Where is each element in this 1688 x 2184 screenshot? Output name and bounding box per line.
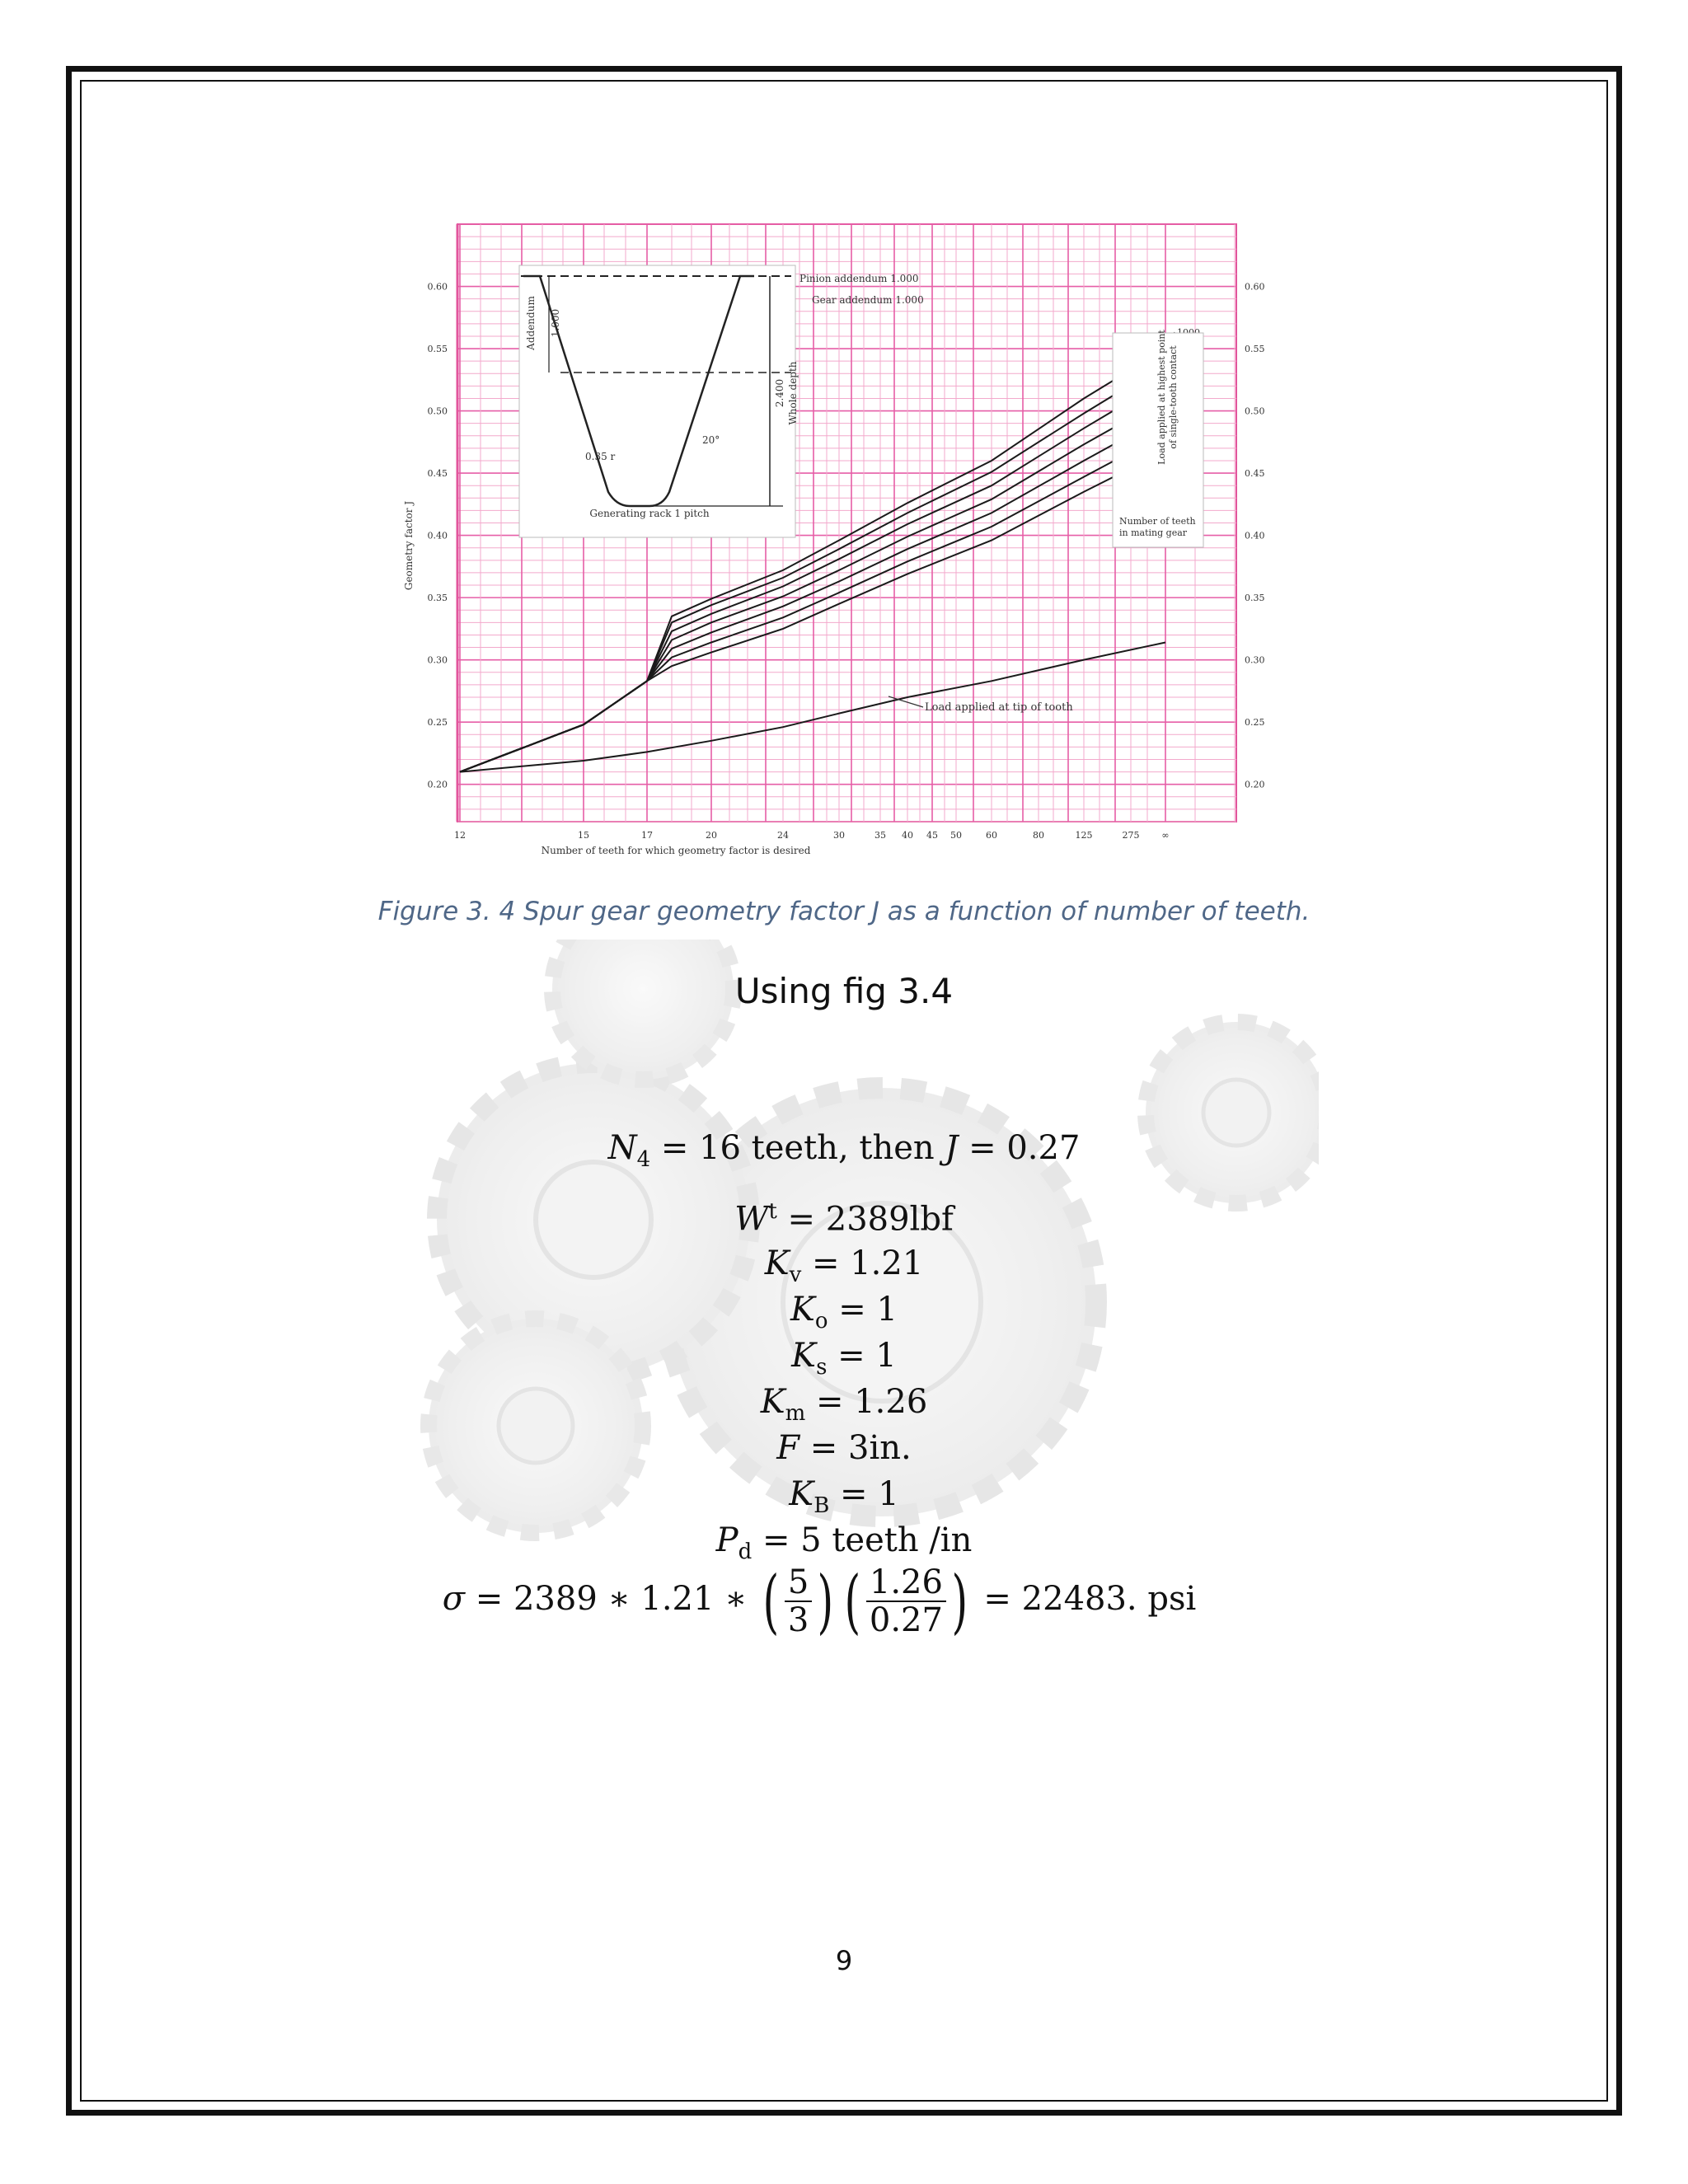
x-tick-label: 45 — [926, 830, 938, 841]
y-tick-label-right: 0.25 — [1245, 717, 1265, 729]
fillet-radius-label: 0.35 r — [585, 451, 616, 462]
x-tick-label: 15 — [578, 830, 589, 841]
x-tick-label: ∞ — [1161, 830, 1170, 841]
equation-ks: $K_s = 1$ — [791, 1337, 897, 1380]
x-tick-label: 35 — [874, 830, 886, 841]
x-tick-label: 125 — [1075, 830, 1093, 841]
whole-depth-label: Whole depth — [787, 361, 799, 425]
x-tick-label: 30 — [833, 830, 845, 841]
x-tick-label: 12 — [454, 830, 466, 841]
y-tick-label: 0.30 — [427, 654, 448, 666]
x-tick-label: 50 — [950, 830, 962, 841]
tip-load-label: Load applied at tip of tooth — [925, 701, 1073, 714]
mating-gear-label-1: Number of teeth — [1119, 516, 1196, 527]
y-tick-label: 0.60 — [427, 281, 448, 293]
addendum-label: Addendum — [525, 296, 537, 350]
pressure-angle-label: 20° — [702, 434, 720, 446]
y-tick-label: 0.20 — [427, 779, 448, 790]
section-heading: Using fig 3.4 — [734, 971, 954, 1011]
y-tick-label-right: 0.35 — [1245, 593, 1265, 604]
equation-sigma: σ = 2389 ∗ 1.21 ∗ ( $\frac{5}{3}$ ) ( $\frac{1.26}{0.27}$ ) = 22483. psi — [442, 1561, 1197, 1642]
y-tick-label-right: 0.55 — [1245, 344, 1265, 355]
x-tick-label: 24 — [777, 830, 789, 841]
y-tick-label: 0.40 — [427, 530, 448, 541]
y-axis-label: Geometry factor J — [403, 500, 415, 591]
x-tick-label: 40 — [902, 830, 913, 841]
x-tick-label: 80 — [1033, 830, 1044, 841]
geometry-factor-chart — [387, 216, 1294, 867]
y-tick-label-right: 0.30 — [1245, 654, 1265, 666]
y-tick-label: 0.25 — [427, 717, 448, 729]
equation-f: F = 3in. — [776, 1429, 912, 1467]
equation-pd: $P_d = 5$ teeth /in — [715, 1521, 973, 1564]
pinion-addendum-label: Pinion addendum 1.000 — [799, 273, 919, 284]
x-tick-label: 275 — [1122, 830, 1140, 841]
equation-n4: $N_4 = 16$ teeth, then J = 0.27 — [607, 1129, 1081, 1172]
y-tick-label: 0.50 — [427, 405, 448, 417]
whole-depth-value: 2.400 — [774, 378, 785, 408]
equation-km: $K_m = 1.26$ — [760, 1383, 928, 1426]
generating-rack-label: Generating rack 1 pitch — [589, 508, 710, 519]
load-point-label-2: of single-tooth contact — [1168, 345, 1179, 449]
y-tick-label: 0.55 — [427, 344, 448, 355]
y-tick-labels-left — [428, 282, 448, 790]
inset-frame — [519, 265, 795, 537]
equation-kb: $K_B = 1$ — [789, 1475, 899, 1518]
y-tick-label: 0.35 — [427, 593, 448, 604]
y-tick-label: 0.45 — [427, 468, 448, 480]
y-tick-label-right: 0.45 — [1245, 468, 1265, 480]
y-tick-label-right: 0.60 — [1245, 281, 1265, 293]
x-tick-label: 20 — [706, 830, 717, 841]
page-number: 9 — [835, 1945, 853, 1976]
mating-gear-label-2: in mating gear — [1119, 527, 1188, 538]
x-tick-label: 60 — [986, 830, 997, 841]
gear-addendum-label: Gear addendum 1.000 — [812, 294, 924, 306]
y-tick-label-right: 0.50 — [1245, 405, 1265, 417]
equation-ko: $K_o = 1$ — [790, 1291, 898, 1333]
y-tick-label-right: 0.20 — [1245, 779, 1265, 790]
y-tick-labels-right — [1245, 282, 1265, 790]
fraction-pd-f: $\frac{5}{3}$ — [785, 1564, 812, 1638]
load-point-note — [1113, 330, 1203, 547]
load-point-label-1: Load applied at highest point — [1156, 330, 1167, 465]
y-tick-label-right: 0.40 — [1245, 530, 1265, 541]
x-tick-labels — [454, 830, 1170, 841]
figure-caption: Figure 3. 4 Spur gear geometry factor J as a function of number of teeth. — [377, 897, 1311, 926]
equation-wt: $W^t = 2389lbf$ — [734, 1199, 954, 1239]
equation-kv: $K_v = 1.21$ — [764, 1244, 924, 1287]
x-axis-label: Number of teeth for which geometry factor is desired — [541, 845, 811, 856]
addendum-value: 1.000 — [550, 308, 561, 338]
x-tick-label: 17 — [641, 830, 653, 841]
fraction-km-j: $\frac{1.26}{0.27}$ — [866, 1564, 946, 1638]
